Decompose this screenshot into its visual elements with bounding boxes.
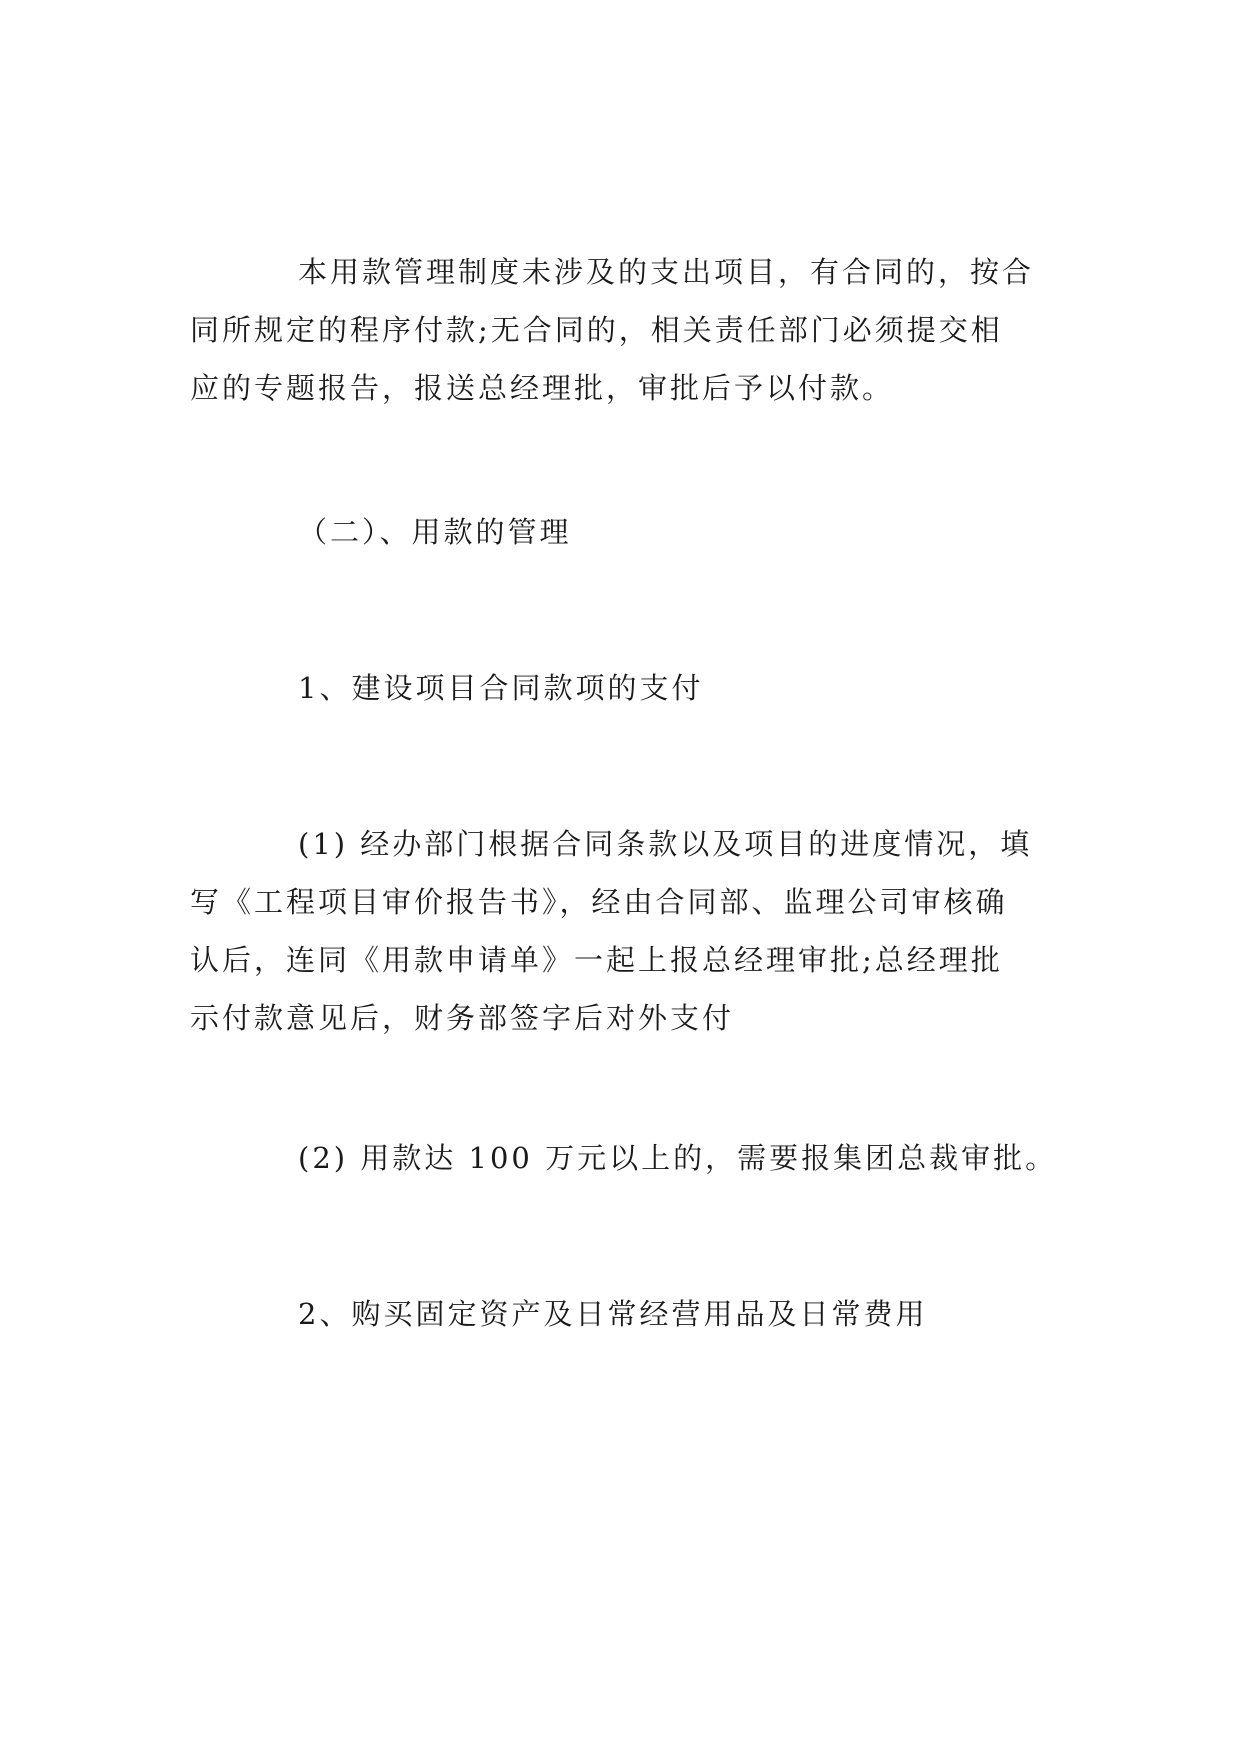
paragraph-unlisted-expenses — [190, 243, 1050, 417]
text-line: 应的专题报告，报送总经理批，审批后予以付款。 — [190, 371, 895, 405]
text-line: (1) 经办部门根据合同条款以及项目的进度情况，填 — [298, 827, 1033, 861]
text-line: 认后，连同《用款申请单》一起上报总经理审批;总经理批 — [190, 943, 1003, 977]
paragraph-contract-procedure — [190, 815, 1050, 1047]
text-line: 本用款管理制度未涉及的支出项目，有合同的，按合 — [298, 255, 1035, 289]
text-line: (2) 用款达 100 万元以上的，需要报集团总裁审批。 — [298, 1141, 1058, 1175]
paragraph-large-amount-approval — [190, 1129, 1058, 1187]
text-line: 同所规定的程序付款;无合同的，相关责任部门必须提交相 — [190, 313, 1003, 347]
section-heading-payment-management — [190, 503, 1050, 561]
heading-text: 1、建设项目合同款项的支付 — [298, 671, 704, 705]
heading-text: （二）、用款的管理 — [298, 515, 572, 549]
subheading-fixed-assets — [190, 1285, 1050, 1343]
text-line: 示付款意见后，财务部签字后对外支付 — [190, 1001, 735, 1035]
subheading-contract-payment — [190, 659, 1050, 717]
heading-text: 2、购买固定资产及日常经营用品及日常费用 — [298, 1297, 928, 1331]
text-line: 写《工程项目审价报告书》，经由合同部、监理公司审核确 — [190, 885, 1008, 919]
